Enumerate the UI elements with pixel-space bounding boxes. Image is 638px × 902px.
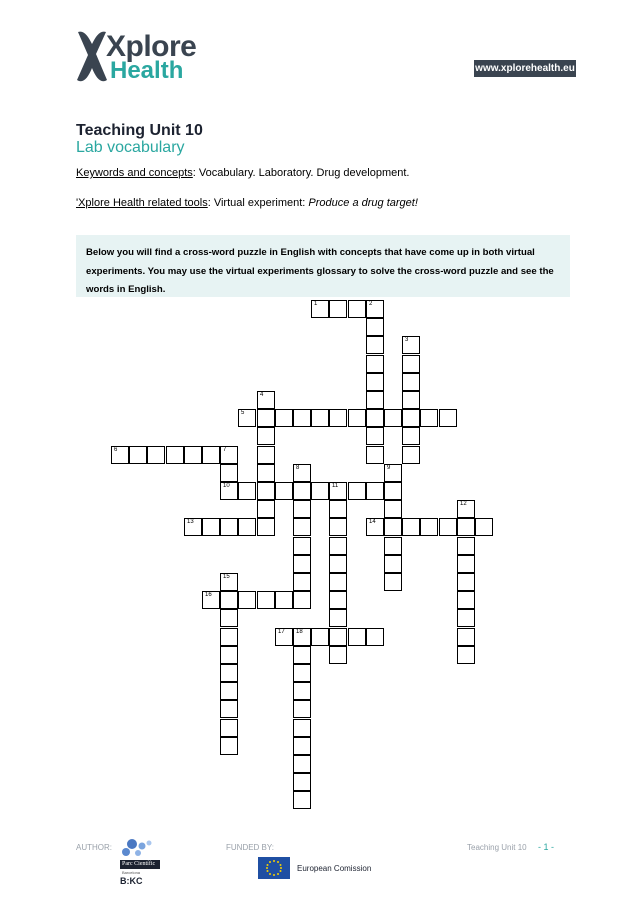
crossword-cell[interactable] xyxy=(275,409,293,427)
crossword-cell[interactable] xyxy=(457,591,475,609)
crossword-cell[interactable] xyxy=(257,391,275,409)
eu-flag-icon xyxy=(258,857,290,879)
crossword-cell[interactable] xyxy=(366,518,384,536)
author-label: AUTHOR: xyxy=(76,843,112,852)
crossword-cell[interactable] xyxy=(366,628,384,646)
crossword-cell[interactable] xyxy=(129,446,147,464)
crossword-cell[interactable] xyxy=(220,700,238,718)
crossword-cell[interactable] xyxy=(348,628,366,646)
clue-number: 4 xyxy=(260,392,264,398)
crossword-cell[interactable] xyxy=(275,482,293,500)
crossword-cell[interactable] xyxy=(184,518,202,536)
crossword-cell[interactable] xyxy=(329,409,347,427)
crossword-cell[interactable] xyxy=(293,773,311,791)
crossword-cell[interactable] xyxy=(293,464,311,482)
clue-number: 9 xyxy=(387,465,391,471)
crossword-cell[interactable] xyxy=(220,464,238,482)
crossword-cell[interactable] xyxy=(220,482,238,500)
parc-cientific-logo xyxy=(112,838,162,888)
crossword-cell[interactable] xyxy=(275,591,293,609)
crossword-cell[interactable] xyxy=(311,482,329,500)
crossword-cell[interactable] xyxy=(329,646,347,664)
crossword-cell[interactable] xyxy=(457,518,475,536)
clue-number: 15 xyxy=(223,574,230,580)
instructions-box xyxy=(76,235,570,297)
crossword-cell[interactable] xyxy=(238,482,256,500)
xplore-health-logo xyxy=(74,28,204,88)
crossword-cell[interactable] xyxy=(402,336,420,354)
crossword-cell[interactable] xyxy=(202,518,220,536)
crossword-cell[interactable] xyxy=(111,446,129,464)
crossword-cell[interactable] xyxy=(293,719,311,737)
crossword-cell[interactable] xyxy=(293,409,311,427)
crossword-cell[interactable] xyxy=(293,482,311,500)
clue-number: 17 xyxy=(278,629,285,635)
keywords-line xyxy=(76,167,409,179)
x-logo-icon xyxy=(74,28,108,86)
crossword-cell[interactable] xyxy=(293,646,311,664)
clue-number: 1 xyxy=(314,301,318,307)
crossword-cell[interactable] xyxy=(457,609,475,627)
crossword-cell[interactable] xyxy=(293,555,311,573)
page-title: Teaching Unit 10 xyxy=(76,122,203,139)
page-number: - 1 - xyxy=(538,842,555,852)
crossword-cell[interactable] xyxy=(257,464,275,482)
crossword-cell[interactable] xyxy=(220,591,238,609)
crossword-cell[interactable] xyxy=(329,555,347,573)
tools-line xyxy=(76,197,418,209)
clue-number: 5 xyxy=(241,410,245,416)
crossword-cell[interactable] xyxy=(220,646,238,664)
crossword-cell[interactable] xyxy=(457,628,475,646)
clue-number: 12 xyxy=(460,501,467,507)
instructions-text: Below you will find a cross-word puzzle in English with concepts that have come up in both virtual experiments. You may use the virtual experiments glossary to solve the cross-word puzzle and see the words in English. xyxy=(86,247,554,295)
crossword-cell[interactable] xyxy=(202,591,220,609)
crossword-cell[interactable] xyxy=(293,682,311,700)
crossword-cell[interactable] xyxy=(402,355,420,373)
crossword-cell[interactable] xyxy=(366,373,384,391)
crossword-cell[interactable] xyxy=(439,409,457,427)
crossword-cell[interactable] xyxy=(220,664,238,682)
crossword-cell[interactable] xyxy=(220,609,238,627)
clue-number: 3 xyxy=(405,337,409,343)
funded-by-label: FUNDED BY: xyxy=(226,843,275,852)
logo-text-health: Health xyxy=(110,57,184,84)
crossword-cell[interactable] xyxy=(402,391,420,409)
crossword-cell[interactable] xyxy=(366,482,384,500)
crossword-cell[interactable] xyxy=(402,446,420,464)
crossword-cell[interactable] xyxy=(439,518,457,536)
crossword-cell[interactable] xyxy=(184,446,202,464)
keywords-label: Keywords and concepts xyxy=(76,167,193,179)
crossword-cell[interactable] xyxy=(293,628,311,646)
crossword-cell[interactable] xyxy=(402,518,420,536)
crossword-cell[interactable] xyxy=(238,518,256,536)
clue-number: 13 xyxy=(187,519,194,525)
crossword-cell[interactable] xyxy=(329,518,347,536)
crossword-cell[interactable] xyxy=(293,664,311,682)
bkc-logo: B:KC xyxy=(120,876,143,886)
crossword-cell[interactable] xyxy=(220,682,238,700)
clue-number: 16 xyxy=(205,592,212,598)
crossword-cell[interactable] xyxy=(384,555,402,573)
crossword-cell[interactable] xyxy=(311,628,329,646)
crossword-cell[interactable] xyxy=(420,409,438,427)
crossword-cell[interactable] xyxy=(329,628,347,646)
crossword-cell[interactable] xyxy=(475,518,493,536)
crossword-cell[interactable] xyxy=(220,573,238,591)
crossword-cell[interactable] xyxy=(384,573,402,591)
crossword-cell[interactable] xyxy=(366,446,384,464)
crossword-cell[interactable] xyxy=(329,537,347,555)
crossword-cell[interactable] xyxy=(366,318,384,336)
crossword-cell[interactable] xyxy=(293,791,311,809)
crossword-cell[interactable] xyxy=(293,591,311,609)
crossword-cell[interactable] xyxy=(457,646,475,664)
european-commission-label: European Comission xyxy=(297,864,372,873)
crossword-cell[interactable] xyxy=(238,409,256,427)
crossword-cell[interactable] xyxy=(402,409,420,427)
clue-number: 8 xyxy=(296,465,300,471)
crossword-cell[interactable] xyxy=(402,427,420,445)
clue-number: 10 xyxy=(223,483,230,489)
crossword-cell[interactable] xyxy=(311,409,329,427)
clue-number: 2 xyxy=(369,301,373,307)
crossword-cell[interactable] xyxy=(257,409,275,427)
crossword-cell[interactable] xyxy=(329,500,347,518)
crossword-cell[interactable] xyxy=(220,446,238,464)
crossword-cell[interactable] xyxy=(420,518,438,536)
keywords-text: : Vocabulary. Laboratory. Drug development. xyxy=(192,167,410,179)
crossword-cell[interactable] xyxy=(147,446,165,464)
crossword-cell[interactable] xyxy=(257,500,275,518)
crossword-cell[interactable] xyxy=(257,446,275,464)
clue-number: 14 xyxy=(369,519,376,525)
crossword-cell[interactable] xyxy=(457,555,475,573)
crossword-cell[interactable] xyxy=(257,591,275,609)
crossword-cell[interactable] xyxy=(293,500,311,518)
crossword-cell[interactable] xyxy=(257,482,275,500)
crossword-cell[interactable] xyxy=(457,537,475,555)
tools-label: 'Xplore Health related tools xyxy=(76,197,208,209)
crossword-cell[interactable] xyxy=(329,300,347,318)
crossword-cell[interactable] xyxy=(238,591,256,609)
clue-number: 18 xyxy=(296,629,303,635)
crossword-cell[interactable] xyxy=(220,737,238,755)
crossword-cell[interactable] xyxy=(220,719,238,737)
crossword-cell[interactable] xyxy=(384,500,402,518)
page-subtitle: Lab vocabulary xyxy=(76,139,185,156)
crossword-cell[interactable] xyxy=(329,609,347,627)
crossword-cell[interactable] xyxy=(166,446,184,464)
crossword-cell[interactable] xyxy=(220,518,238,536)
teaching-unit-footer: Teaching Unit 10 xyxy=(467,843,527,852)
crossword-cell[interactable] xyxy=(202,446,220,464)
crossword-cell[interactable] xyxy=(366,336,384,354)
crossword-cell[interactable] xyxy=(329,482,347,500)
logo-text-xplore: Xplore xyxy=(106,30,197,63)
clue-number: 7 xyxy=(223,447,227,453)
crossword-cell[interactable] xyxy=(402,373,420,391)
pcb-city: Barcelona xyxy=(122,870,141,875)
crossword-cell[interactable] xyxy=(366,300,384,318)
crossword-cell[interactable] xyxy=(311,300,329,318)
crossword-cell[interactable] xyxy=(348,300,366,318)
tools-text: : Virtual experiment: xyxy=(207,197,309,209)
crossword-cell[interactable] xyxy=(457,500,475,518)
crossword-cell[interactable] xyxy=(384,409,402,427)
crossword-cell[interactable] xyxy=(384,518,402,536)
clue-number: 11 xyxy=(332,483,339,489)
crossword-cell[interactable] xyxy=(457,573,475,591)
crossword-cell[interactable] xyxy=(329,591,347,609)
crossword-cell[interactable] xyxy=(366,409,384,427)
pcb-name: Parc Científic xyxy=(122,861,156,867)
crossword-cell[interactable] xyxy=(293,518,311,536)
crossword-cell[interactable] xyxy=(275,628,293,646)
crossword-cell[interactable] xyxy=(366,355,384,373)
crossword-cell[interactable] xyxy=(366,427,384,445)
crossword-cell[interactable] xyxy=(257,518,275,536)
crossword-cell[interactable] xyxy=(384,482,402,500)
tools-italic: Produce a drug target! xyxy=(308,197,418,209)
crossword-cell[interactable] xyxy=(220,628,238,646)
crossword-cell[interactable] xyxy=(348,409,366,427)
crossword-cell[interactable] xyxy=(384,464,402,482)
crossword-cell[interactable] xyxy=(366,391,384,409)
crossword-cell[interactable] xyxy=(293,737,311,755)
crossword-cell[interactable] xyxy=(384,537,402,555)
clue-number: 6 xyxy=(114,447,118,453)
crossword-cell[interactable] xyxy=(257,427,275,445)
crossword-cell[interactable] xyxy=(329,573,347,591)
crossword-cell[interactable] xyxy=(293,573,311,591)
crossword-cell[interactable] xyxy=(293,755,311,773)
crossword-cell[interactable] xyxy=(293,537,311,555)
website-url-badge[interactable]: www.xplorehealth.eu xyxy=(474,60,576,77)
crossword-cell[interactable] xyxy=(348,482,366,500)
crossword-cell[interactable] xyxy=(293,700,311,718)
